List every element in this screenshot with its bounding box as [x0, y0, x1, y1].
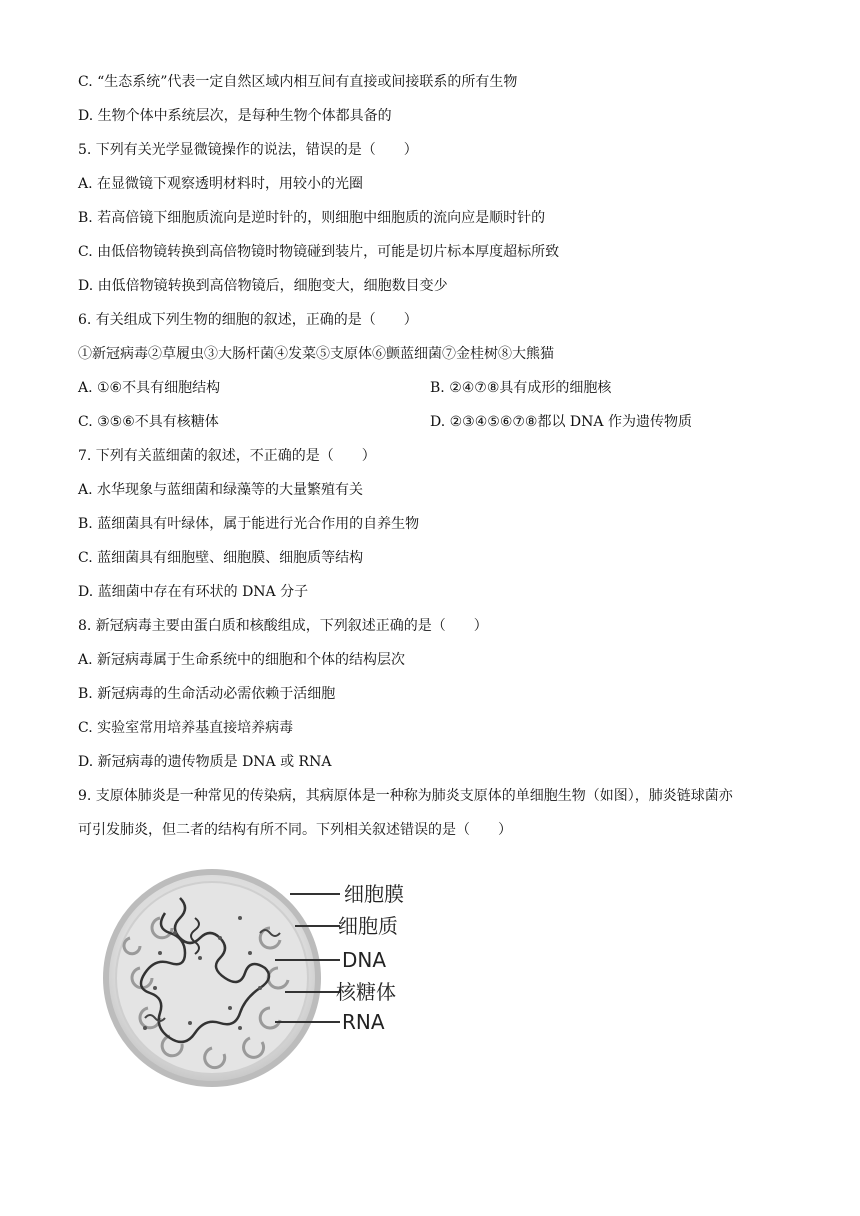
q4-option-d: D. 生物个体中系统层次，是每种生物个体都具备的	[78, 108, 392, 124]
q8-option-a: A. 新冠病毒属于生命系统中的细胞和个体的结构层次	[78, 652, 406, 668]
q7-option-b: B. 蓝细菌具有叶绿体，属于能进行光合作用的自养生物	[78, 516, 420, 532]
q9-stem-line-2: 可引发肺炎，但二者的结构有所不同。下列相关叙述错误的是（ ）	[78, 822, 512, 838]
q7-option-d: D. 蓝细菌中存在有环状的 DNA 分子	[78, 584, 309, 600]
label-ribosome: 核糖体	[336, 980, 396, 1004]
q9-stem-line-1: 9. 支原体肺炎是一种常见的传染病，其病原体是一种称为肺炎支原体的单细胞生物（如图），肺炎链球菌亦	[78, 788, 733, 804]
q7-option-c: C. 蓝细菌具有细胞壁、细胞膜、细胞质等结构	[78, 550, 364, 566]
q7-stem: 7. 下列有关蓝细菌的叙述，不正确的是（ ）	[78, 448, 376, 464]
q6-option-a: A. ①⑥不具有细胞结构	[78, 380, 221, 396]
q6-stem: 6. 有关组成下列生物的细胞的叙述，正确的是（ ）	[78, 312, 418, 328]
q5-option-a: A. 在显微镜下观察透明材料时，用较小的光圈	[78, 176, 364, 192]
q5-option-b: B. 若高倍镜下细胞质流向是逆时针的，则细胞中细胞质的流向应是顺时针的	[78, 210, 546, 226]
q8-option-c: C. 实验室常用培养基直接培养病毒	[78, 720, 294, 736]
q5-option-d: D. 由低倍物镜转换到高倍物镜后，细胞变大，细胞数目变少	[78, 278, 448, 294]
cytoplasm	[116, 882, 308, 1074]
q8-option-d: D. 新冠病毒的遗传物质是 DNA 或 RNA	[78, 754, 332, 770]
mycoplasma-diagram	[100, 858, 420, 1088]
q6-organism-list: ①新冠病毒②草履虫③大肠杆菌④发菜⑤支原体⑥颤蓝细菌⑦金桂树⑧大熊猫	[78, 346, 554, 362]
q6-option-b: B. ②④⑦⑧具有成形的细胞核	[430, 380, 612, 396]
label-dna: DNA	[342, 948, 387, 972]
q4-option-c: C. “生态系统”代表一定自然区域内相互间有直接或间接联系的所有生物	[78, 74, 518, 90]
q5-stem: 5. 下列有关光学显微镜操作的说法，错误的是（ ）	[78, 142, 418, 158]
q6-option-d: D. ②③④⑤⑥⑦⑧都以 DNA 作为遗传物质	[430, 414, 692, 430]
q6-option-c: C. ③⑤⑥不具有核糖体	[78, 414, 219, 430]
q8-option-b: B. 新冠病毒的生命活动必需依赖于活细胞	[78, 686, 336, 702]
q7-option-a: A. 水华现象与蓝细菌和绿藻等的大量繁殖有关	[78, 482, 364, 498]
q8-stem: 8. 新冠病毒主要由蛋白质和核酸组成，下列叙述正确的是（ ）	[78, 618, 488, 634]
q5-option-c: C. 由低倍物镜转换到高倍物镜时物镜碰到装片，可能是切片标本厚度超标所致	[78, 244, 560, 260]
label-rna: RNA	[342, 1010, 385, 1034]
label-cell-membrane: 细胞膜	[344, 882, 404, 906]
label-cytoplasm: 细胞质	[338, 914, 398, 938]
